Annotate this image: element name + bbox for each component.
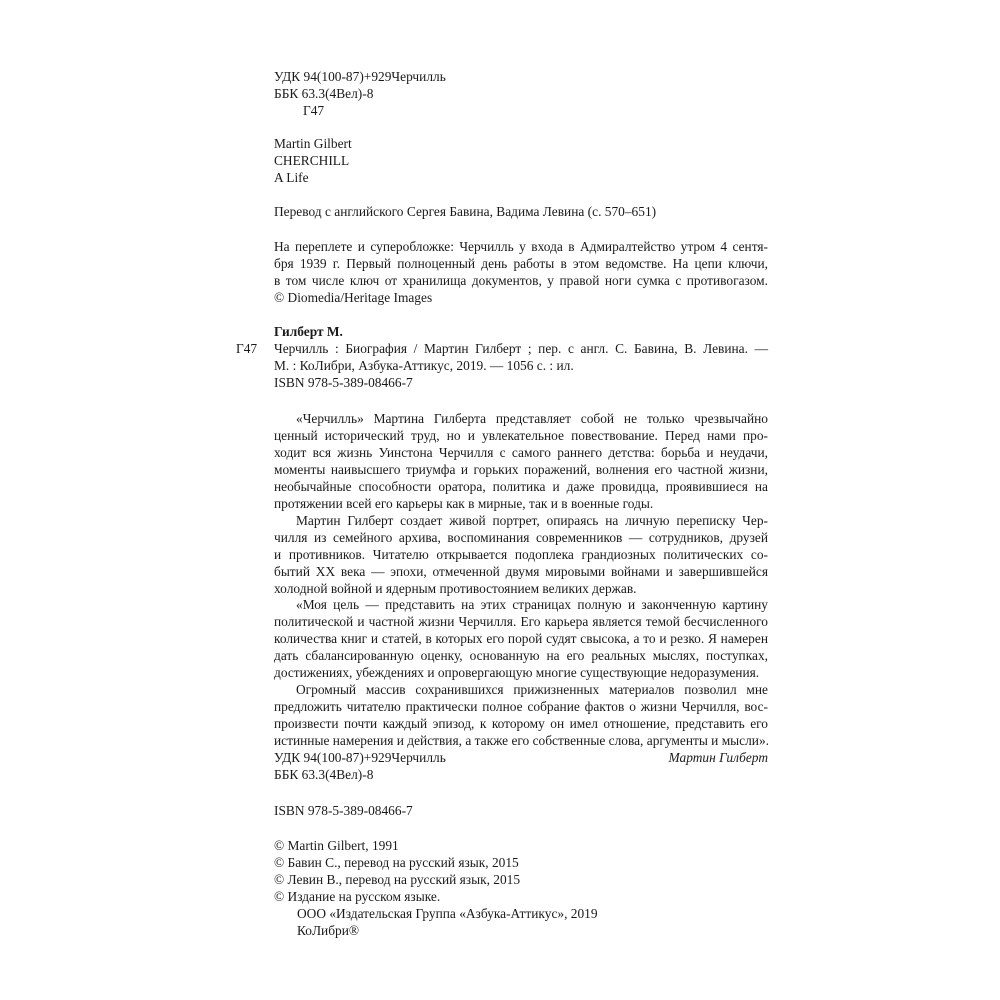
bottom-classification xyxy=(274,749,768,783)
original-author: Martin Gilbert xyxy=(274,136,352,151)
catalog-line: Черчилль : Биография / Мартин Гилберт ; пер. с англ. С. Бавина, В. Левина. — xyxy=(274,341,768,356)
catalog-margin-mark: Г47 xyxy=(236,341,258,356)
annotation-line: Мартин Гилберт создает живой портрет, опираясь на личную переписку Чер- xyxy=(296,513,768,528)
quote-line: достижениях, убеждениях и опровергающую многие существующие недоразумения. xyxy=(274,665,760,680)
top-classification xyxy=(274,68,768,119)
quote-line: истинные намерения и действия, а также его собственные слова, аргументы и мысли». xyxy=(274,733,770,748)
bbk-code-bottom: ББК 63.3(4Вел)-8 xyxy=(274,767,374,782)
bbk-code: ББК 63.3(4Вел)-8 xyxy=(274,86,374,101)
copyright-line: © Издание на русском языке. xyxy=(274,889,441,904)
copyrights xyxy=(274,837,768,939)
translation-credit xyxy=(274,203,768,220)
annotation-line: необычайные способности оратора, политика и даже провидца, проявившиеся на xyxy=(274,479,768,494)
cover-note-line: бря 1939 г. Первый полноценный день работы в этом ведомстве. На цепи ключи, xyxy=(274,256,768,271)
author-mark: Г47 xyxy=(303,103,325,118)
annotation-line: моменты наивысшего триумфа и горьких поражений, волнения его частной жизни, xyxy=(274,462,768,477)
copyright-line: ООО «Издательская Группа «Азбука-Аттикус», 2019 xyxy=(297,906,598,921)
catalog-record xyxy=(274,323,768,391)
annotation-line: ценный исторический труд, но и увлекательное повествование. Перед нами про- xyxy=(274,428,768,443)
quote-line: политической и частной жизни Черчилля. Его карьера является темой бесчисленного xyxy=(274,614,768,629)
cover-note-line: в том числе ключ от хранилища документов, у правой ноги сумка с противогазом. xyxy=(274,273,768,288)
isbn-bottom: ISBN 978-5-389-08466-7 xyxy=(274,803,413,818)
catalog-line: М. : КоЛибри, Азбука-Аттикус, 2019. — 1056 с. : ил. xyxy=(274,358,574,373)
quote-line: Огромный массив сохранившихся прижизненных материалов позволил мне xyxy=(296,682,768,697)
cover-photo-credit: © Diomedia/Heritage Images xyxy=(274,290,433,305)
annotation-line: протяжении всей его карьеры как в мирные, так и в военные годы. xyxy=(274,496,654,511)
author-quote xyxy=(274,596,768,766)
isbn-bottom-block xyxy=(274,802,768,819)
catalog-heading: Гилберт М. xyxy=(274,324,343,339)
translation-line: Перевод с английского Сергея Бавина, Вадима Левина (с. 570–651) xyxy=(274,204,657,219)
quote-line: дать сбалансированную оценку, основанную на его реальных мыслях, поступках, xyxy=(274,648,768,663)
copyright-line: © Левин В., перевод на русский язык, 2015 xyxy=(274,872,521,887)
copyright-line: КоЛибри® xyxy=(297,923,360,938)
quote-line: количества книг и статей, в которых его порой судят свысока, а то и резко. Я намерен xyxy=(274,631,768,646)
original-title-block xyxy=(274,135,768,186)
cover-note-line: На переплете и суперобложке: Черчилль у входа в Адмиралтейство утром 4 сентя- xyxy=(274,239,768,254)
annotation-line: бытий XX века — эпохи, отмеченной двумя мировыми войнами и завершившейся xyxy=(274,564,768,579)
copyright-line: © Martin Gilbert, 1991 xyxy=(274,838,399,853)
quote-signature: Мартин Гилберт xyxy=(668,750,768,765)
original-title: CHERCHILL xyxy=(274,153,350,168)
catalog-isbn: ISBN 978-5-389-08466-7 xyxy=(274,375,413,390)
annotation xyxy=(274,410,768,597)
annotation-line: «Черчилль» Мартина Гилберта представляет собой не только чрезвычайно xyxy=(296,411,768,426)
annotation-line: ходит вся жизнь Уинстона Черчилля с самого раннего детства: борьба и неудачи, xyxy=(274,445,768,460)
quote-line: предложить читателю практически полное собрание фактов о жизни Черчилля, вос- xyxy=(274,699,768,714)
copyright-line: © Бавин С., перевод на русский язык, 2015 xyxy=(274,855,519,870)
original-subtitle: A Life xyxy=(274,170,309,185)
udk-code-bottom: УДК 94(100-87)+929Черчилль xyxy=(274,750,446,765)
quote-line: произвести почти каждый эпизод, к которому он имел отношение, представить его xyxy=(274,716,768,731)
annotation-line: холодной войной и ядерным противостоянием великих держав. xyxy=(274,581,637,596)
annotation-line: чилля из семейного архива, воспоминания современников — сотрудников, друзей xyxy=(274,530,768,545)
annotation-line: и противников. Читателю открывается подоплека грандиозных политических со- xyxy=(274,547,768,562)
udk-code: УДК 94(100-87)+929Черчилль xyxy=(274,69,446,84)
quote-line: «Моя цель — представить на этих страницах полную и законченную картину xyxy=(296,597,768,612)
cover-note xyxy=(274,238,768,306)
